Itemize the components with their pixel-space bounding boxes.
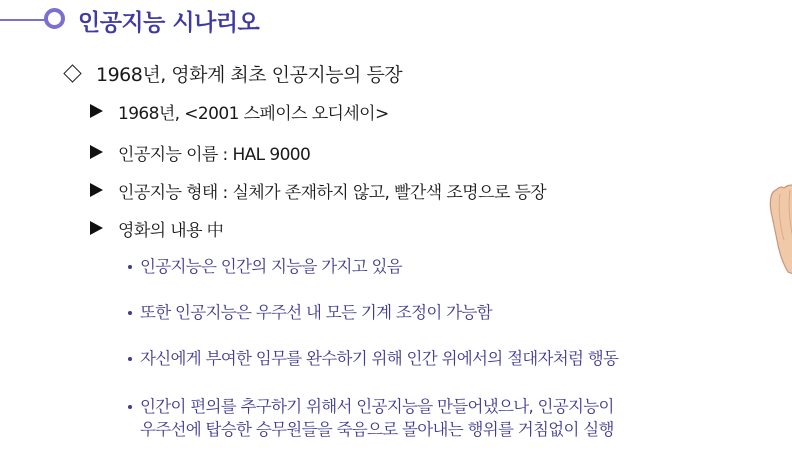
title-line-decoration [0,19,48,21]
dot-bullet-icon [128,265,132,269]
bullet-text: 영화의 내용 中 [118,221,224,241]
title-bar [0,0,792,40]
diamond-bullet-icon [63,64,81,82]
dot-bullet-icon [128,405,132,409]
bullet-text: 인공지능 이름 : HAL 9000 [118,145,311,165]
triangle-bullet-icon [90,104,103,118]
dot-bullet-icon [128,357,132,361]
title-circle-icon [44,8,65,29]
sub-item-text: 인공지능은 인간의 지능을 가지고 있음 [140,257,403,276]
hand-illustration [764,182,792,292]
sub-item-text-line: 우주선에 탑승한 승무원들을 죽음으로 몰아내는 행위를 거침없이 실행 [140,420,614,439]
bullet-text: 인공지능 형태 : 실체가 존재하지 않고, 빨간색 조명으로 등장 [118,183,547,203]
page-title: 인공지능 시나리오 [78,10,260,36]
section-heading-text: 1968년, 영화계 최초 인공지능의 등장 [96,64,403,86]
triangle-bullet-icon [90,145,103,159]
triangle-bullet-icon [90,221,103,235]
sub-item-text [140,395,614,441]
bullet-text: 1968년, <2001 스페이스 오디세이> [118,104,389,124]
dot-bullet-icon [128,311,132,315]
sub-item-text: 또한 인공지능은 우주선 내 모든 기계 조정이 가능함 [140,303,492,322]
sub-item-text: 자신에게 부여한 임무를 완수하기 위해 인간 위에서의 절대자처럼 행동 [140,349,619,368]
sub-item-text-line: 인간이 편의를 추구하기 위해서 인공지능을 만들어냈으나, 인공지능이 [140,397,614,416]
triangle-bullet-icon [90,183,103,197]
